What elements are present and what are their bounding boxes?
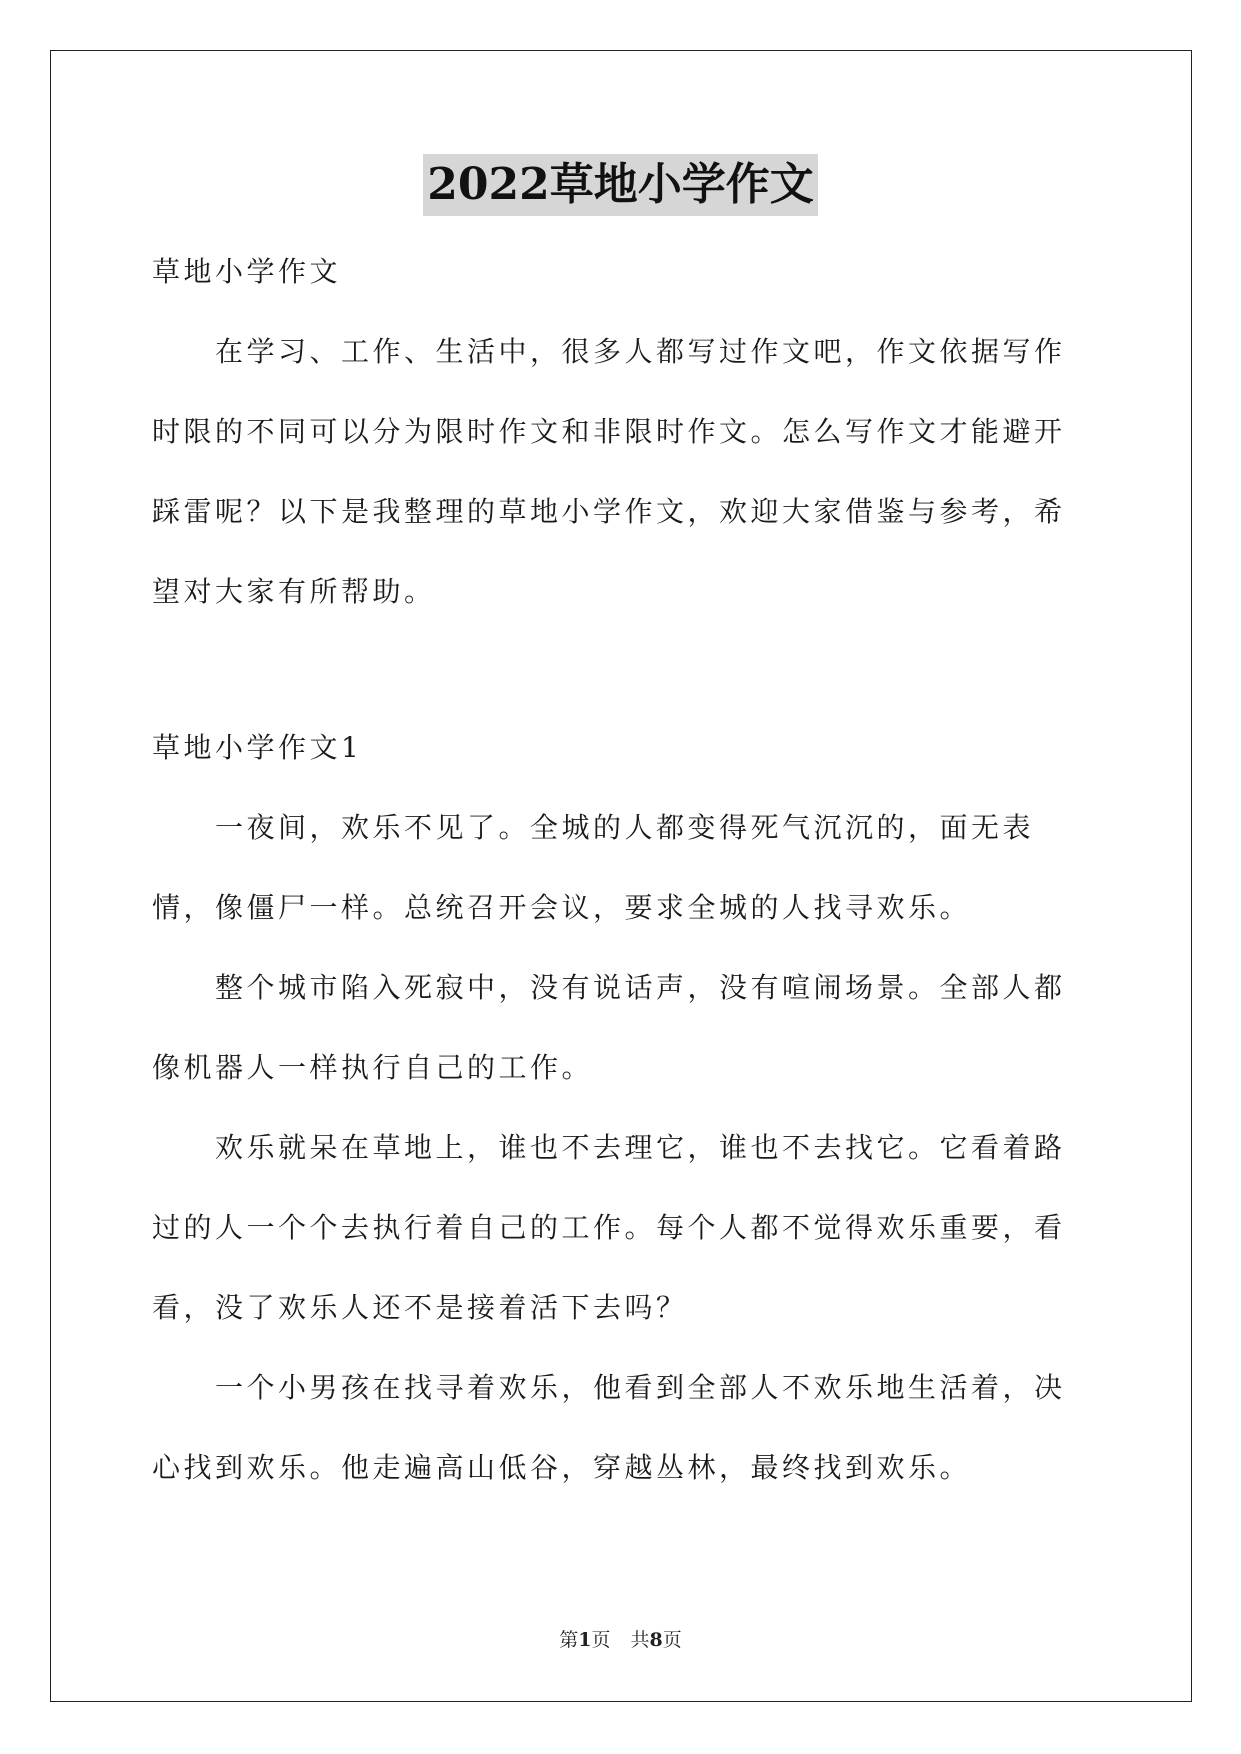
body-paragraph-3: 欢乐就呆在草地上，谁也不去理它，谁也不去找它。它看着路过的人一个个去执行着自己的工作。每个人都不觉得欢乐重要，看看，没了欢乐人还不是接着活下去吗？ [152, 1131, 1066, 1324]
footer-total-suffix: 页 [662, 1629, 682, 1651]
title-container [0, 154, 1241, 216]
total-page-count: 8 [649, 1629, 663, 1651]
subtitle: 草地小学作文 [152, 255, 342, 288]
footer-prefix: 第 [559, 1629, 579, 1651]
intro-paragraph: 在学习、工作、生活中，很多人都写过作文吧，作文依据写作时限的不同可以分为限时作文和非限时作文。怎么写作文才能避开踩雷呢？以下是我整理的草地小学作文，欢迎大家借鉴与参考，希望对大家有所帮助。 [152, 335, 1066, 608]
document-title: 2022草地小学作文 [423, 154, 817, 216]
section-spacer [152, 632, 1092, 708]
current-page-number: 1 [578, 1629, 592, 1651]
body-paragraph-2: 整个城市陷入死寂中，没有说话声，没有喧闹场景。全部人都像机器人一样执行自己的工作。 [152, 971, 1066, 1084]
footer-page-suffix: 页 [591, 1629, 611, 1651]
section-title: 草地小学作文1 [152, 731, 363, 764]
page-footer [0, 1628, 1241, 1652]
footer-total-prefix: 共 [630, 1629, 650, 1651]
body-paragraph-4: 一个小男孩在找寻着欢乐，他看到全部人不欢乐地生活着，决心找到欢乐。他走遍高山低谷，穿越丛林，最终找到欢乐。 [152, 1371, 1066, 1484]
body-paragraph-1: 一夜间，欢乐不见了。全城的人都变得死气沉沉的，面无表情，像僵尸一样。总统召开会议，要求全城的人找寻欢乐。 [152, 811, 1035, 924]
document-body [152, 232, 1092, 1508]
